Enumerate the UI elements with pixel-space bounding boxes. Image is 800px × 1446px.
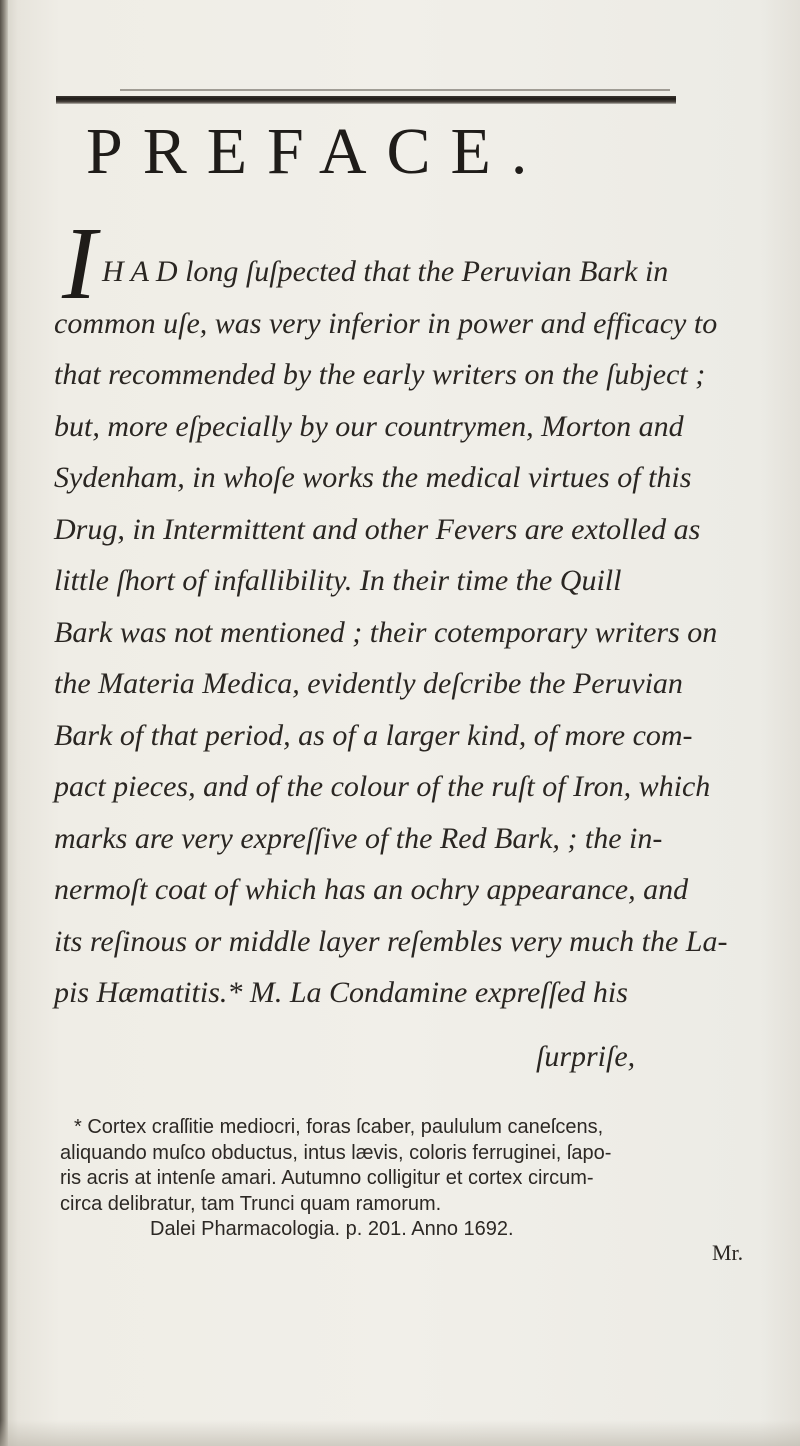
footnote bbox=[60, 1115, 760, 1243]
drop-cap: I bbox=[62, 206, 97, 321]
page-title: PREFACE. bbox=[86, 115, 548, 188]
body-line: but, more eſpecially by our countrymen, Morton and bbox=[54, 409, 684, 443]
body-text bbox=[54, 246, 742, 1019]
body-line: its reſinous or middle layer reſembles very much the La- bbox=[54, 924, 728, 958]
body-line: that recommended by the early writers on the ſubject ; bbox=[54, 358, 706, 391]
body-line: pis Hæmatitis.* M. La Condamine expreſſed his bbox=[54, 976, 628, 1009]
body-line: the Materia Medica, evidently deſcribe the Peruvian bbox=[54, 667, 683, 700]
body-line: Bark was not mentioned ; their cotemporary writers on bbox=[54, 615, 718, 649]
body-catchword-line: ſurpriſe, bbox=[536, 1040, 636, 1073]
body-line: Sydenham, in whoſe works the medical virtues of this bbox=[54, 461, 692, 494]
body-line: H A D long ſuſpected that the Peruvian Bark in bbox=[102, 255, 669, 288]
page-edge-shading bbox=[760, 0, 800, 1446]
body-line: marks are very expreſſive of the Red Bark, ; the in- bbox=[54, 821, 663, 855]
footnote-line: circa delibratur, tam Trunci quam ramorum. bbox=[60, 1192, 442, 1215]
body-line: nermoſt coat of which has an ochry appearance, and bbox=[54, 873, 689, 906]
binding-gutter bbox=[0, 0, 8, 1446]
ornamental-rule-thin bbox=[120, 89, 670, 91]
footnote-source: Dalei Pharmacologia. p. 201. Anno 1692. bbox=[150, 1218, 514, 1240]
body-line: little ſhort of infallibility. In their time the Quill bbox=[54, 564, 622, 597]
body-line: Drug, in Intermittent and other Fevers are extolled as bbox=[54, 512, 701, 546]
page-bottom-shading bbox=[0, 1420, 800, 1446]
body-line: Bark of that period, as of a larger kind, of more com- bbox=[54, 718, 693, 752]
body-line: common uſe, was very inferior in power and efficacy to bbox=[54, 306, 718, 340]
ornamental-rule bbox=[56, 96, 676, 104]
footnote-line: aliquando muſco obductus, intus lævis, coloris ferruginei, ſapo- bbox=[60, 1141, 612, 1164]
body-line: pact pieces, and of the colour of the ruſt of Iron, which bbox=[54, 770, 711, 803]
footnote-line: * Cortex craſſitie mediocri, foras ſcaber, paululum caneſcens, bbox=[74, 1116, 604, 1138]
footnote-line: ris acris at intenſe amari. Autumno colligitur et cortex circum- bbox=[60, 1167, 594, 1189]
page-catchword: Mr. bbox=[712, 1240, 744, 1265]
